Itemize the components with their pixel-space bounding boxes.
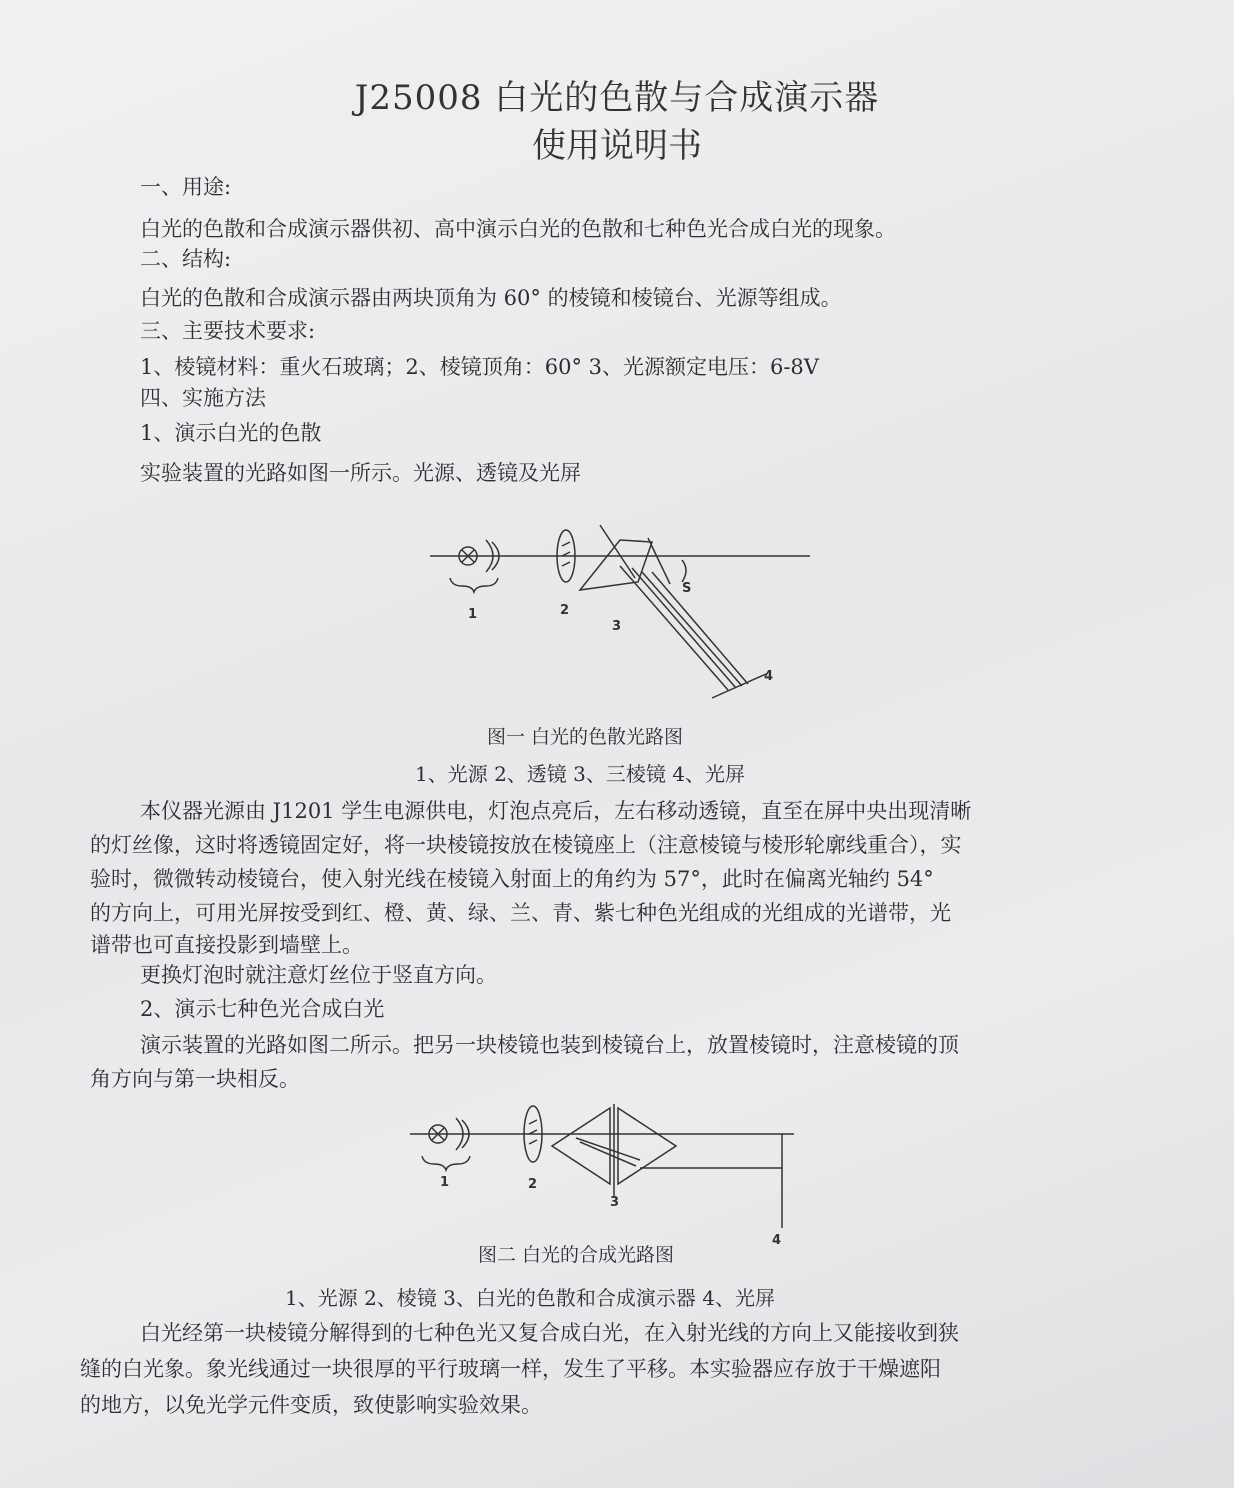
body-paragraph-4-line-1: 白光经第一块棱镜分解得到的七种色光又复合成白光，在入射光线的方向上又能接收到狭	[140, 1321, 959, 1345]
dispersion-intro: 实验装置的光路如图一所示。光源、透镜及光屏	[140, 461, 581, 485]
section-heading-specs: 三、主要技术要求:	[140, 319, 316, 343]
section-text-structure: 白光的色散和合成演示器由两块顶角为 60° 的棱镜和棱镜台、光源等组成。	[140, 286, 842, 310]
subsection-dispersion: 1、演示白光的色散	[140, 421, 322, 445]
body-paragraph-3-line-1: 演示装置的光路如图二所示。把另一块棱镜也装到棱镜台上，放置棱镜时，注意棱镜的顶	[140, 1033, 959, 1057]
body-paragraph-4-line-3: 的地方，以免光学元件变质，致使影响实验效果。	[80, 1393, 542, 1417]
body-paragraph-2: 更换灯泡时就注意灯丝位于竖直方向。	[140, 963, 497, 987]
fig1-label-2: 2	[560, 603, 570, 618]
subsection-synthesis: 2、演示七种色光合成白光	[140, 997, 385, 1021]
body-paragraph-1-line-2: 的灯丝像，这时将透镜固定好，将一块棱镜按放在棱镜座上（注意棱镜与棱形轮廓线重合），实	[90, 833, 962, 857]
body-paragraph-1-line-4: 的方向上，可用光屏按受到红、橙、黄、绿、兰、青、紫七种色光组成的光组成的光谱带，光	[90, 901, 951, 925]
section-text-purpose: 白光的色散和合成演示器供初、高中演示白光的色散和七种色光合成白光的现象。	[140, 217, 896, 241]
body-paragraph-1-line-5: 谱带也可直接投影到墙壁上。	[90, 933, 363, 957]
body-paragraph-3-line-2: 角方向与第一块相反。	[90, 1067, 300, 1091]
section-heading-method: 四、实施方法	[140, 386, 266, 410]
fig2-label-1: 1	[440, 1175, 450, 1190]
section-text-specs: 1、棱镜材料：重火石玻璃；2、棱镜顶角：60° 3、光源额定电压：6-8V	[140, 355, 819, 379]
document-subtitle: 使用说明书	[532, 126, 702, 166]
fig1-label-1: 1	[468, 607, 478, 622]
synthesis-diagram	[400, 1098, 810, 1248]
fig1-label-4: 4	[764, 669, 774, 684]
fig2-label-2: 2	[528, 1177, 538, 1192]
fig1-label-s: S	[682, 581, 692, 596]
figure-1-caption: 图一 白光的色散光路图	[487, 726, 684, 748]
section-heading-purpose: 一、用途:	[140, 175, 232, 199]
fig2-label-3: 3	[610, 1195, 620, 1210]
figure-2-legend: 1、光源 2、棱镜 3、白光的色散和合成演示器 4、光屏	[285, 1286, 775, 1310]
section-heading-structure: 二、结构:	[140, 247, 232, 271]
body-paragraph-1-line-3: 验时，微微转动棱镜台，使入射光线在棱镜入射面上的角约为 57°，此时在偏离光轴约 54°	[90, 867, 934, 891]
dispersion-diagram	[420, 510, 820, 715]
figure-2-caption: 图二 白光的合成光路图	[478, 1244, 675, 1266]
fig2-label-4: 4	[772, 1233, 782, 1248]
body-paragraph-4-line-2: 缝的白光象。象光线通过一块很厚的平行玻璃一样，发生了平移。本实验器应存放于干燥遮阳	[80, 1357, 941, 1381]
body-paragraph-1-line-1: 本仪器光源由 J1201 学生电源供电，灯泡点亮后，左右移动透镜，直至在屏中央出现清晰	[140, 799, 972, 823]
fig1-label-3: 3	[612, 619, 622, 634]
document-title: J25008 白光的色散与合成演示器	[354, 78, 880, 118]
figure-1-legend: 1、光源 2、透镜 3、三棱镜 4、光屏	[415, 762, 745, 786]
